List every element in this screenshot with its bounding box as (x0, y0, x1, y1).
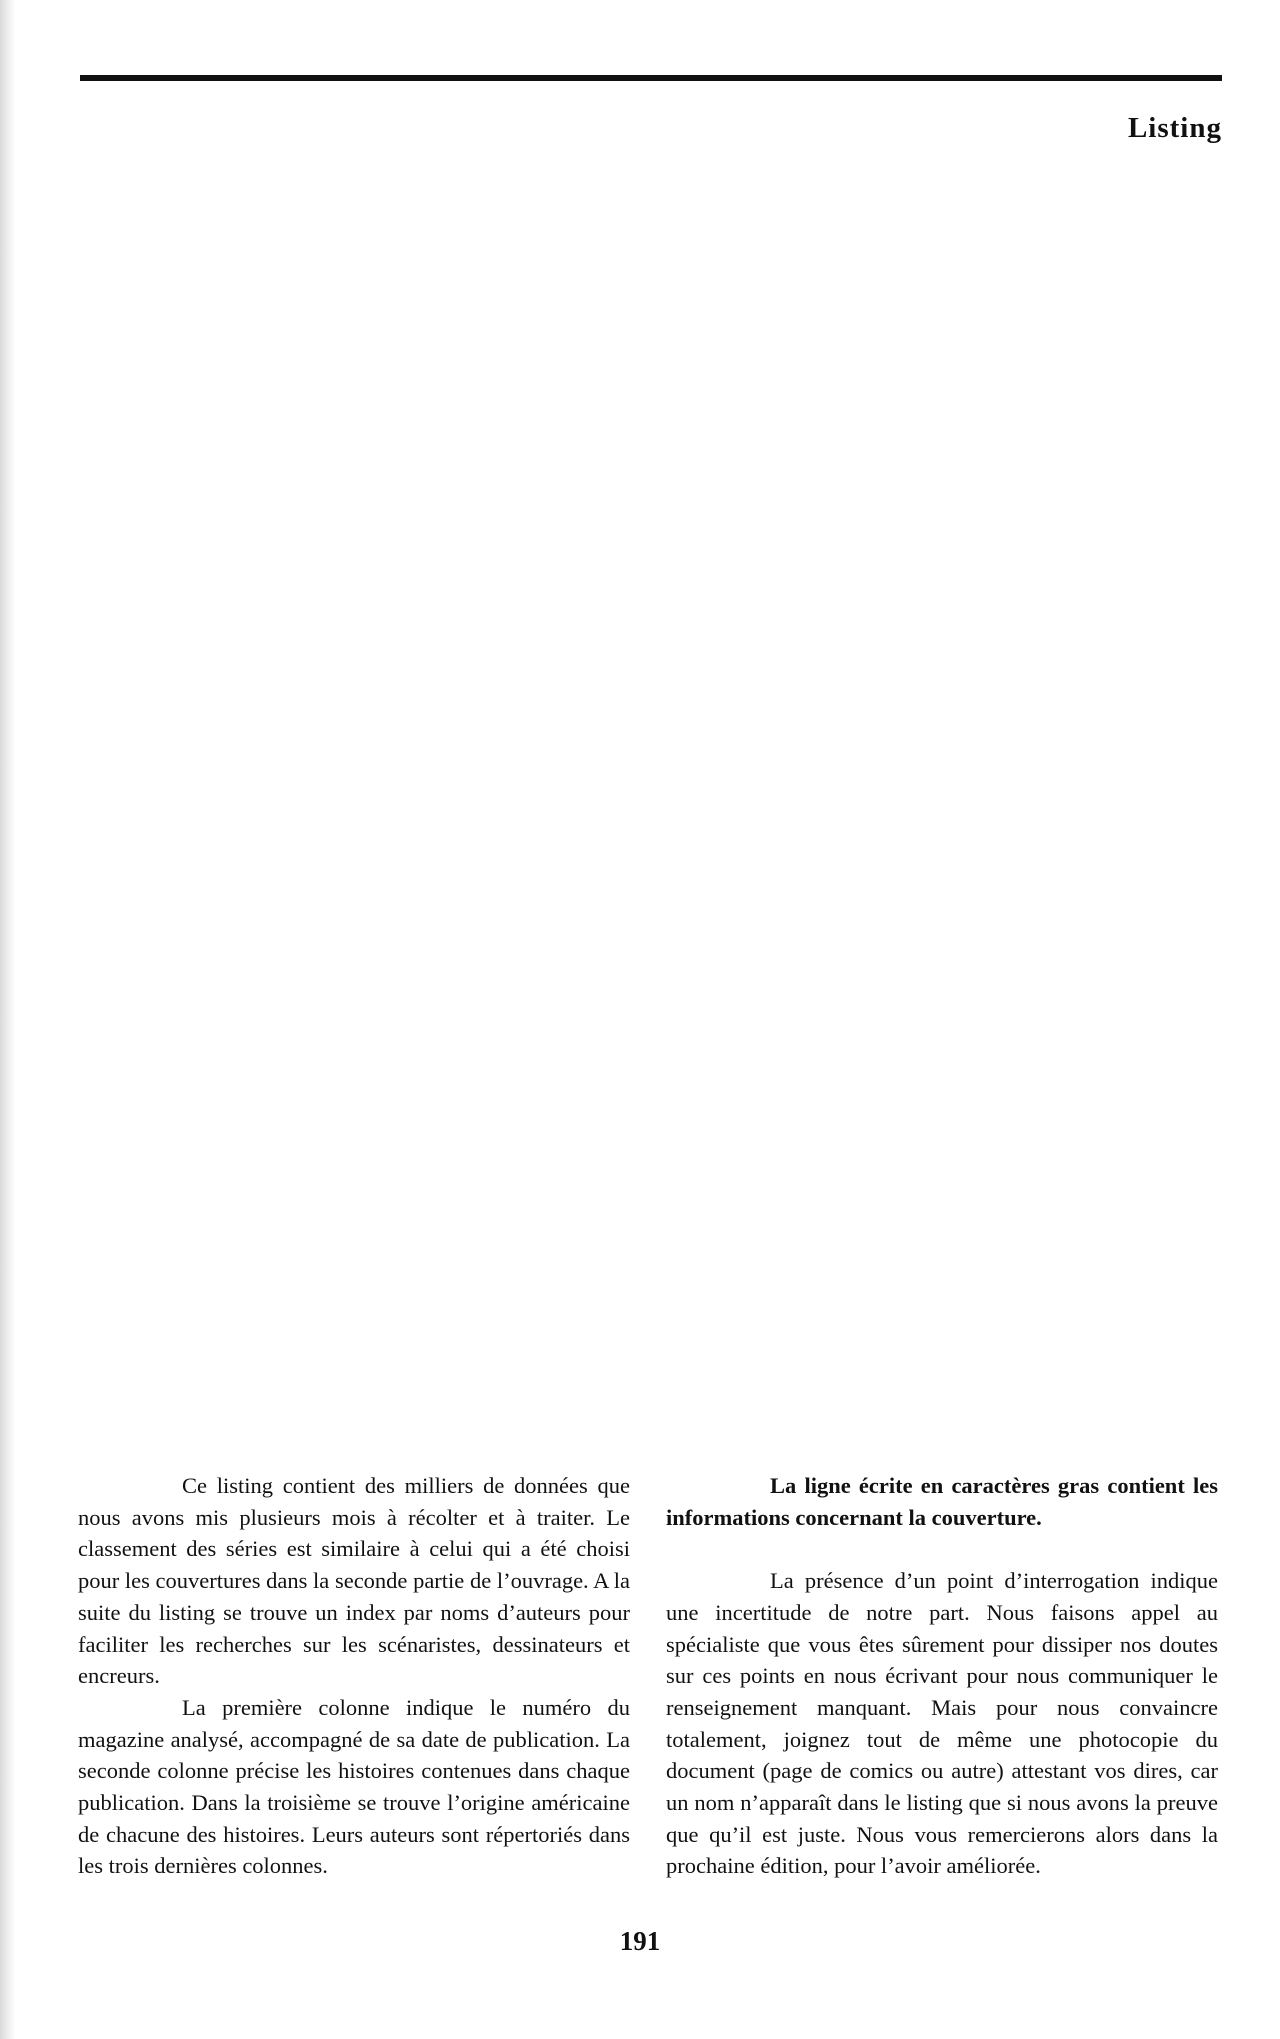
columns-explanation-paragraph: La première colonne indique le numéro du magazine analysé, accompagné de sa date de publication. La seconde colonne précise les histoires contenues dans chaque publication. Dans la troisième se trouve l’origine américaine de chacune des histoires. Leurs auteurs sont répertoriés dans les trois dernières colonnes. (78, 1694, 630, 1879)
paragraph-spacer (666, 1533, 1218, 1565)
intro-paragraph: Ce listing contient des milliers de données que nous avons mis plusieurs mois à récolter et à traiter. Le classement des séries est similaire à celui qui a été choisi pour les couvertures dans la seconde partie de l’ouvrage. A la suite du listing se trouve un index par noms d’auteurs pour faciliter les recherches sur les scénaristes, dessinateurs et encreurs. (78, 1473, 630, 1689)
header-rule (80, 75, 1222, 81)
uncertainty-paragraph: La présence d’un point d’interrogation indique une incertitude de notre part. Nous faisons appel au spécialiste que vous êtes sûrement pour dissiper nos doutes sur ces points en nous écrivant pour nous communiquer le renseignement manquant. Mais pour nous convaincre totalement, joignez tout de même une photocopie du document (page de comics ou autre) attestant vos dires, car un nom n’apparaît dans le listing que si nous avons la preuve que qu’il est juste. Nous vous remercierons alors dans la prochaine édition, pour l’avoir améliorée. (666, 1568, 1218, 1879)
page-binding-shadow (0, 0, 16, 2039)
bold-line-note: La ligne écrite en caractères gras contient les informations concernant la couverture. (666, 1473, 1218, 1530)
left-text-column (78, 1470, 630, 1882)
section-title: Listing (1127, 112, 1222, 144)
right-text-column (666, 1470, 1218, 1882)
page-number: 191 (619, 1926, 661, 1956)
